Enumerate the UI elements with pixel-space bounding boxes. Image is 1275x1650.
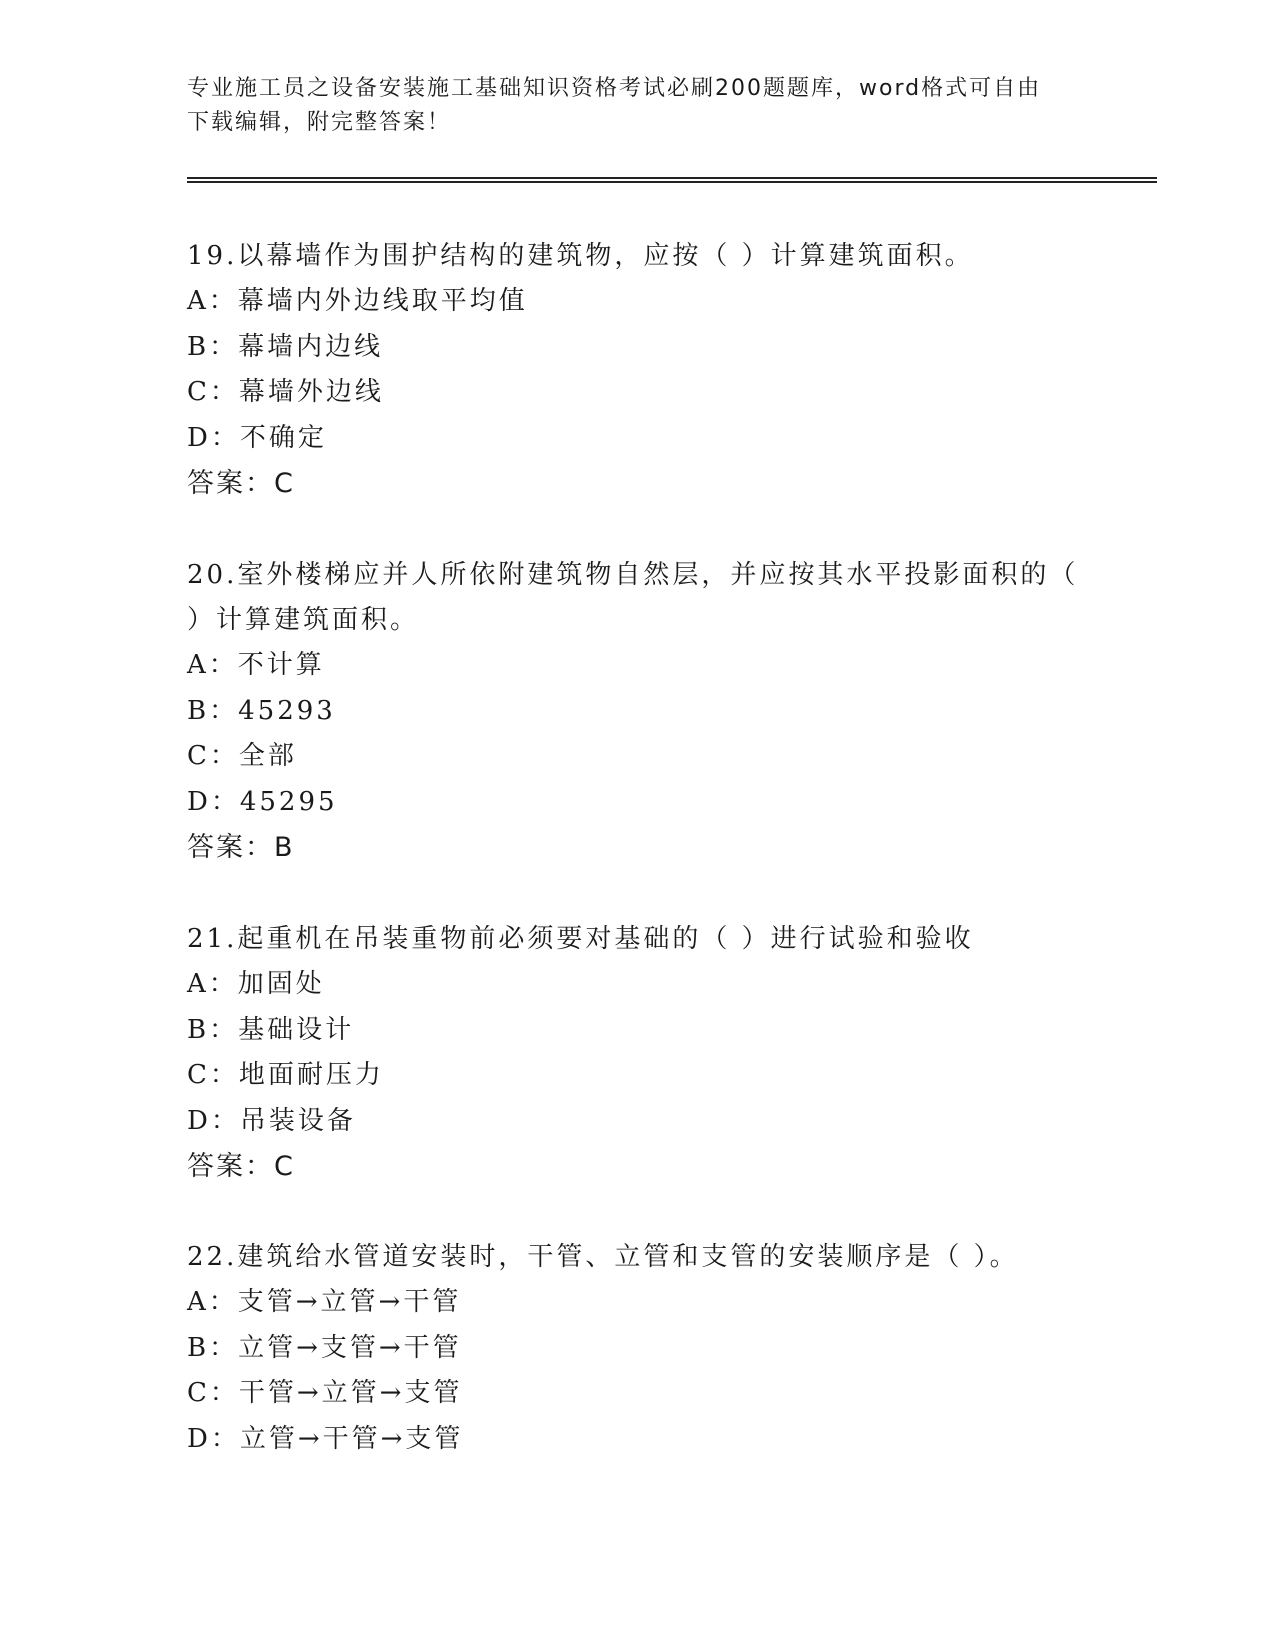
- option-c: C：幕墙外边线: [187, 377, 384, 407]
- option-a: A：支管→立管→干管: [187, 1287, 462, 1317]
- option-d: D：立管→干管→支管: [187, 1423, 464, 1454]
- option-b: B：立管→支管→干管: [187, 1332, 462, 1363]
- answer-label: 答案：B: [187, 832, 295, 863]
- question-stem-line-2: ）计算建筑面积。: [187, 605, 420, 635]
- header-line-1: 专业施工员之设备安装施工基础知识资格考试必刷200题题库，word格式可自由: [187, 76, 1042, 101]
- question-stem: 19.以幕墙作为围护结构的建筑物，应按（ ）计算建筑面积。: [187, 241, 974, 271]
- option-a: A：加固处: [187, 969, 325, 999]
- option-c: C：全部: [187, 741, 297, 771]
- question-stem-line-1: 20.室外楼梯应并人所依附建筑物自然层，并应按其水平投影面积的（: [187, 560, 1079, 590]
- option-c: C：地面耐压力: [187, 1060, 384, 1090]
- option-b: B：基础设计: [187, 1014, 355, 1045]
- option-b: B：45293: [187, 695, 336, 726]
- header-divider-top: [187, 177, 1157, 179]
- question-stem: 22.建筑给水管道安装时，干管、立管和支管的安装顺序是（ ）。: [187, 1242, 1019, 1272]
- answer-label: 答案：C: [187, 468, 295, 499]
- option-b: B：幕墙内边线: [187, 331, 384, 362]
- option-c: C：干管→立管→支管: [187, 1378, 463, 1408]
- document-header: [187, 72, 1077, 140]
- option-d: D：45295: [187, 786, 338, 817]
- question-19: [187, 234, 1117, 506]
- option-d: D：吊装设备: [187, 1105, 356, 1136]
- option-a: A：不计算: [187, 650, 325, 680]
- header-line-2: 下载编辑，附完整答案！: [187, 110, 452, 135]
- question-21: [187, 917, 1117, 1189]
- header-divider-bottom: [187, 181, 1157, 183]
- question-stem: 21.起重机在吊装重物前必须要对基础的（ ）进行试验和验收: [187, 924, 974, 954]
- answer-label: 答案：C: [187, 1151, 295, 1182]
- question-22: [187, 1235, 1117, 1462]
- option-d: D：不确定: [187, 422, 327, 453]
- question-20: [187, 553, 1117, 870]
- option-a: A：幕墙内外边线取平均值: [187, 286, 528, 316]
